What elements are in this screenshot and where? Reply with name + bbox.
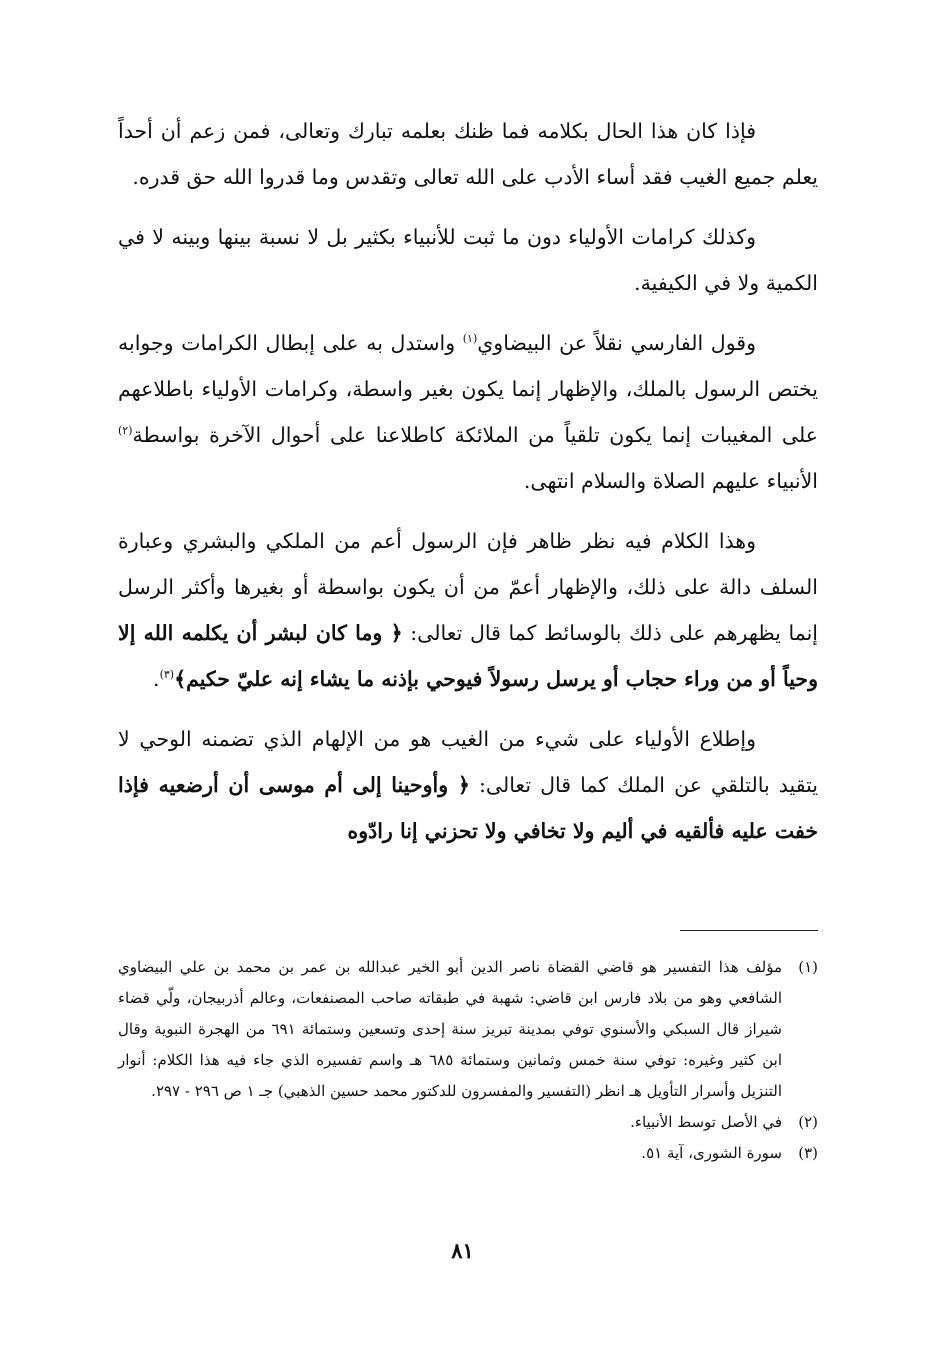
footnotes (118, 952, 818, 1169)
quran-quote-1: ﴿ وما كان لبشر أن يكلمه الله إلا وحياً أو من وراء حجاب أو يرسل رسولاً فيوحي بإذنه ما يشاء إنه عليّ حكيم﴾ (118, 621, 818, 691)
quran-quote-2: ﴿ وأوحينا إلى أم موسى أن أرضعيه فإذا خفت عليه فألقيه في أليم ولا تخافي ولا تحزني إنا رادّوه (118, 773, 818, 843)
footnote-number: (١) (798, 958, 818, 976)
footnote-text: في الأصل توسط الأنبياء. (630, 1113, 782, 1131)
paragraph-4-text: وهذا الكلام فيه نظر ظاهر فإن الرسول أعم من الملكي والبشري وعبارة السلف دالة على ذلك، والإظهار أعمّ من أن يكون بواسطة أو بغيرها وأكثر الرسل إنما يظهرهم على ذلك بالوسائط كما قال تعالى: (118, 529, 818, 645)
footnote-ref-1: (١) (462, 332, 478, 346)
footnote-1 (118, 952, 818, 1107)
footnote-2 (118, 1107, 818, 1138)
paragraph-1-text: فإذا كان هذا الحال بكلامه فما ظنك بعلمه تبارك وتعالى، فمن زعم أن أحداً يعلم جميع الغيب فقد أساء الأدب على الله تعالى وتقدس وما قدروا الله حق قدره. (118, 119, 818, 189)
paragraph-4-end: . (153, 667, 160, 691)
main-text (118, 108, 818, 868)
paragraph-3-text-c: الأنبياء عليهم الصلاة والسلام انتهى. (523, 469, 818, 493)
paragraph-3-text-a: وقول الفارسي نقلاً عن البيضاوي (477, 331, 756, 355)
footnote-number: (٣) (798, 1144, 818, 1162)
footnote-3 (118, 1138, 818, 1169)
paragraph-5-text: وإطلاع الأولياء على شيء من الغيب هو من الإلهام الذي تضمنه الوحي لا يتقيد بالتلقي عن الملك كما قال تعالى: (118, 727, 818, 797)
page-number: ٨١ (451, 1238, 474, 1263)
paragraph-1 (118, 108, 818, 200)
footnote-text: مؤلف هذا التفسير هو قاضي القضاة ناصر الدين أبو الخير عبدالله بن عمر بن محمد بن علي البيضاوي الشافعي وهو من بلاد فارس ابن قاضي: شهبة في طبقاته صاحب المصنفعات، وعالم أذربيجان، ولّي قضاء شيراز قال السبكي والأسنوي توفي بمدينة تبريز سنة إحدى وتسعين وستمائة ٦٩١ من الهجرة النبوية وقال ابن كثير وغيره: توفي سنة خمس وثمانين وستمائة ٦٨٥ هـ واسم تفسيره الذي جاء فيه هذا الكلام: أنوار التنزيل وأسرار التأويل هـ انظر (التفسير والمفسرون للدكتور محمد حسين الذهبي) جـ ١ ص ٢٩٦ - ٢٩٧. (118, 958, 782, 1100)
paragraph-5 (118, 716, 818, 854)
paragraph-4 (118, 518, 818, 702)
paragraph-3 (118, 320, 818, 504)
footnote-divider (680, 930, 818, 931)
footnote-ref-3: (٣) (159, 668, 175, 682)
footnote-text: سورة الشورى، آية ٥١. (641, 1144, 782, 1162)
paragraph-2-text: وكذلك كرامات الأولياء دون ما ثبت للأنبياء بكثير بل لا نسبة بينها وبينه لا في الكمية ولا في الكيفية. (118, 225, 818, 295)
footnote-number: (٢) (798, 1113, 818, 1131)
paragraph-2 (118, 214, 818, 306)
paragraph-3-text-b: واستدل به على إبطال الكرامات وجوابه يختص الرسول بالملك، والإظهار إنما يكون بغير واسطة، وكرامات الأولياء باطلاعهم على المغيبات إنما يكون تلقياً من الملائكة كاطلاعنا على أحوال الآخرة بواسطة (118, 331, 818, 447)
footnote-ref-2: (٢) (118, 424, 133, 438)
